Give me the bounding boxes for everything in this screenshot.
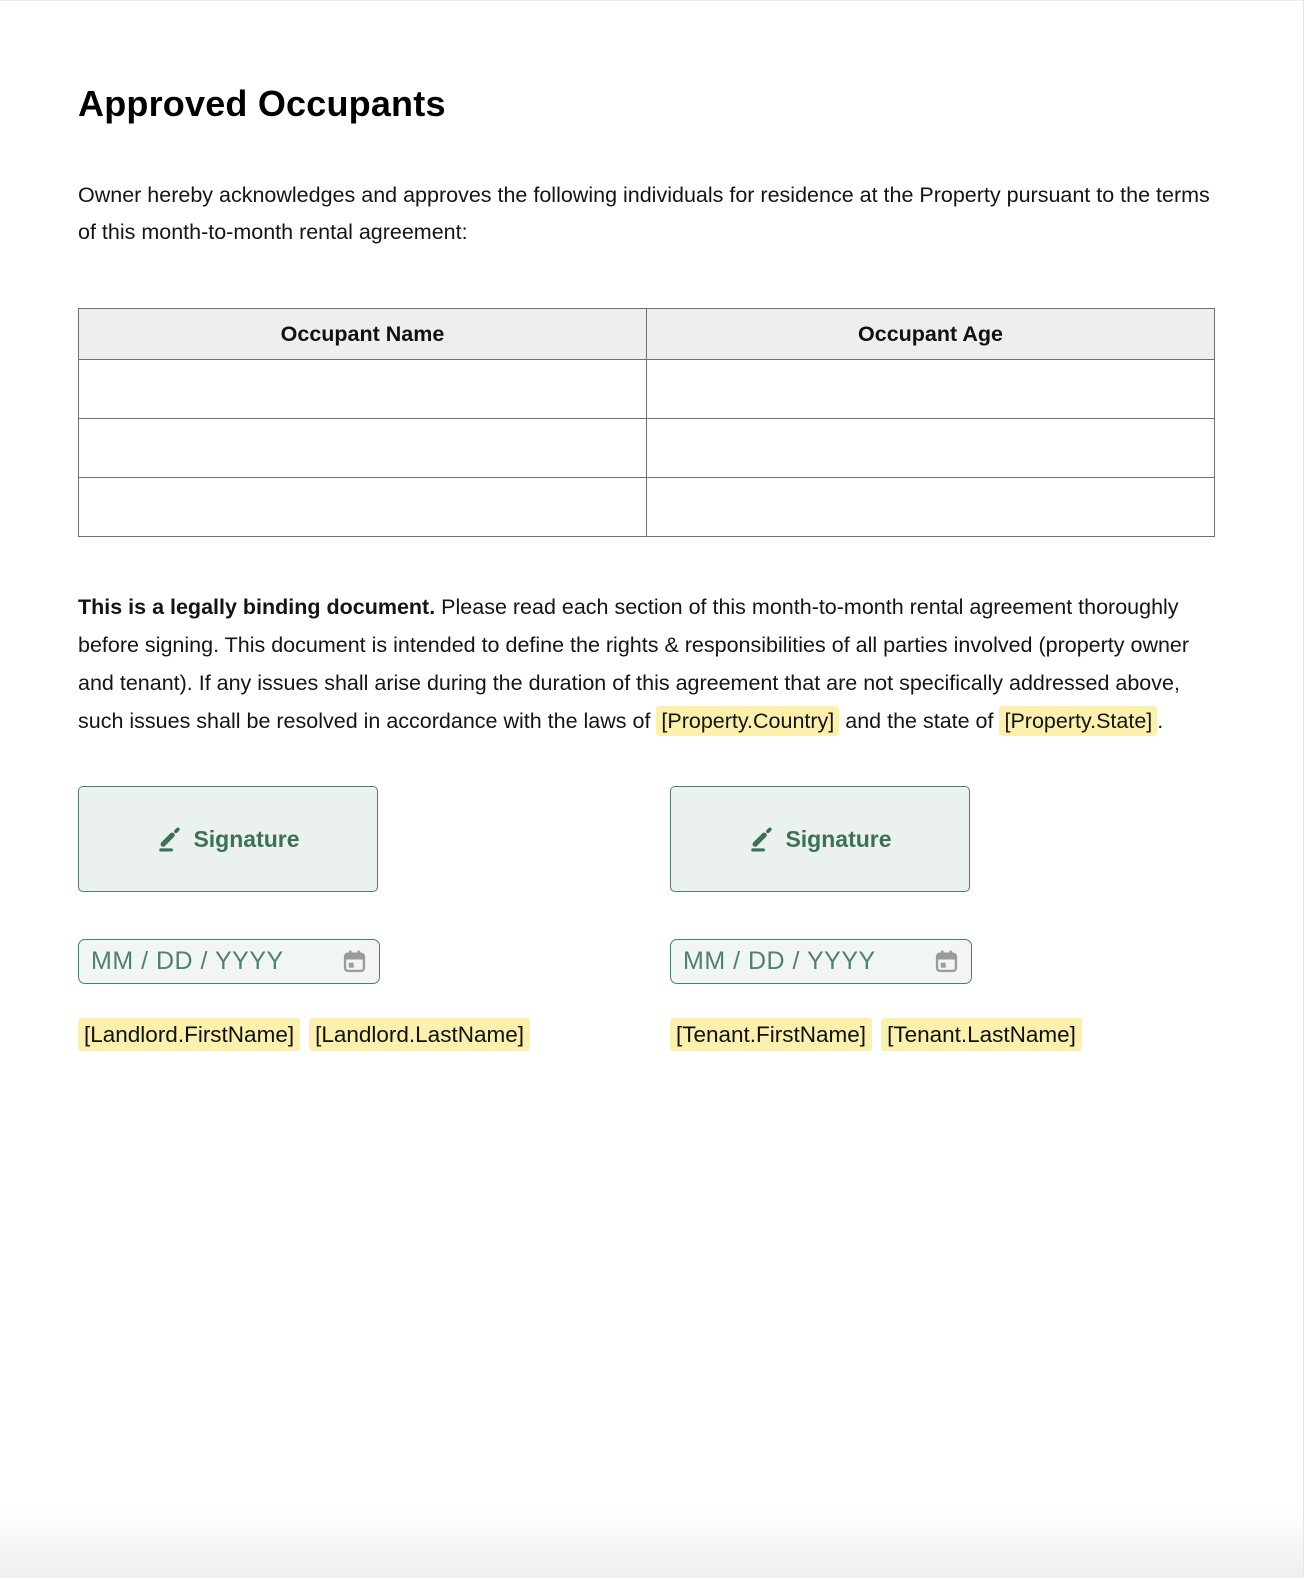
legal-text: and the state of bbox=[839, 709, 1000, 733]
document-content bbox=[0, 1, 1303, 1048]
tenant-last-name-token[interactable]: [Tenant.LastName] bbox=[881, 1018, 1082, 1051]
calendar-icon[interactable] bbox=[933, 948, 960, 975]
legal-paragraph bbox=[78, 588, 1215, 740]
signature-section bbox=[78, 786, 1214, 1048]
signature-pen-icon bbox=[748, 825, 776, 853]
calendar-icon[interactable] bbox=[341, 948, 368, 975]
tenant-signature-block bbox=[670, 786, 1076, 1048]
tenant-name-line bbox=[670, 1022, 1076, 1048]
page-title: Approved Occupants bbox=[78, 83, 446, 124]
date-placeholder: MM / DD / YYYY bbox=[91, 947, 284, 975]
landlord-last-name-token[interactable]: [Landlord.LastName] bbox=[309, 1018, 530, 1051]
occupant-age-cell[interactable] bbox=[647, 478, 1215, 537]
table-row bbox=[79, 478, 1215, 537]
occupant-age-cell[interactable] bbox=[647, 419, 1215, 478]
property-state-token[interactable]: [Property.State] bbox=[999, 706, 1157, 736]
column-header-occupant-age: Occupant Age bbox=[647, 309, 1215, 360]
legal-text: . bbox=[1157, 709, 1164, 733]
table-row bbox=[79, 360, 1215, 419]
tenant-signature-field[interactable] bbox=[670, 786, 970, 892]
column-header-occupant-name: Occupant Name bbox=[79, 309, 647, 360]
property-country-token[interactable]: [Property.Country] bbox=[656, 706, 839, 736]
occupants-table bbox=[78, 308, 1215, 537]
occupant-name-cell[interactable] bbox=[79, 360, 647, 419]
landlord-name-line bbox=[78, 1022, 524, 1048]
table-header-row bbox=[79, 309, 1215, 360]
tenant-date-field[interactable] bbox=[670, 939, 972, 984]
signature-label: Signature bbox=[785, 825, 892, 852]
signature-label: Signature bbox=[193, 825, 300, 852]
signature-pen-icon bbox=[156, 825, 184, 853]
intro-paragraph: Owner hereby acknowledges and approves the following individuals for residence at the Property pursuant to the terms of this month-to-month rental agreement: bbox=[78, 183, 1210, 244]
tenant-first-name-token[interactable]: [Tenant.FirstName] bbox=[670, 1018, 872, 1051]
date-placeholder: MM / DD / YYYY bbox=[683, 947, 876, 975]
occupant-age-cell[interactable] bbox=[647, 360, 1215, 419]
legal-bold-lead: This is a legally binding document. bbox=[78, 595, 436, 619]
landlord-first-name-token[interactable]: [Landlord.FirstName] bbox=[78, 1018, 300, 1051]
legal-text: Please read each section of this month-to-month rental agreement thoroughly before signing. This document is intended to define the rights & responsibilities of all parties involved (property owner and tenant). If any issues shall arise during the duration of this agreement that are not specifically addressed above, such issues shall be resolved in accordance with the laws of bbox=[78, 595, 1190, 733]
occupant-name-cell[interactable] bbox=[79, 478, 647, 537]
landlord-date-field[interactable] bbox=[78, 939, 380, 984]
landlord-signature-field[interactable] bbox=[78, 786, 378, 892]
table-row bbox=[79, 419, 1215, 478]
landlord-signature-block bbox=[78, 786, 524, 1048]
occupant-name-cell[interactable] bbox=[79, 419, 647, 478]
